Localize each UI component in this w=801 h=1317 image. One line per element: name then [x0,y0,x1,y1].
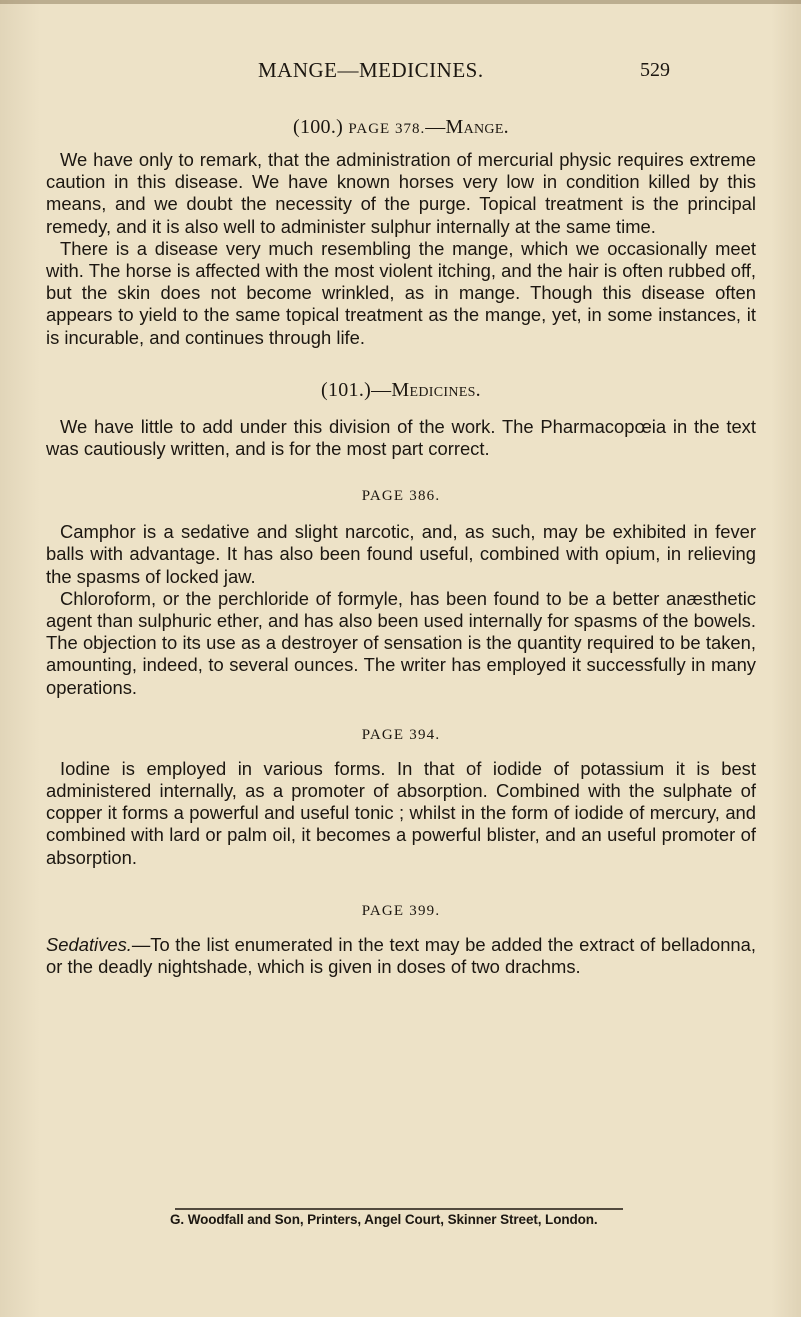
running-title: MANGE—MEDICINES. [258,58,484,82]
printer-imprint: G. Woodfall and Son, Printers, Angel Court, Skinner Street, London. [170,1212,598,1227]
page-top-edge [0,0,801,4]
page-content [46,112,756,978]
page-number: 529 [640,59,670,81]
section-title: —Medicines. [371,378,481,401]
paragraph: Iodine is employed in various forms. In that of iodide of potassium it is best administered internally, as a promoter of absorption. Combined with the sulphate of copper it forms a powerful and useful tonic ; whilst in the form of iodide of mercury, and combined with lard or palm oil, it becomes a powerful blister, and an useful promoter of absorption. [46,757,756,868]
section-heading-mange [46,116,756,139]
section-page-ref: PAGE 378. [348,121,426,137]
paragraph: Chloroform, or the perchloride of formyle, has been found to be a better anæsthetic agent than sulphuric ether, and has also been used internally for spasms of the bowels. The objection to its use as a destroyer of sensation is the quantity required to be taken, amounting, indeed, to several ounces. The writer has employed it successfully in many operations. [46,587,756,698]
section-number: (100.) [292,116,344,138]
paragraph-lead: Sedatives. [46,933,132,955]
paragraph-body: —To the list enumerated in the text may be added the extract of belladonna, or the deadly nightshade, which is given in doses of two drachms. [46,933,756,978]
section-title: —Mange. [425,116,509,138]
paragraph: Camphor is a sedative and slight narcotic, and, as such, may be exhibited in fever balls with advantage. It has also been found useful, combined with opium, in relieving the spasms of locked jaw. [46,521,756,587]
paragraph: There is a disease very much resembling the mange, which we occasionally meet with. The horse is affected with the most violent itching, and the hair is often rubbed off, but the skin does not become wrinkled, as in mange. Though this disease often appears to yield to the same topical treatment as the mange, yet, in some instances, it is incurable, and continues through life. [46,237,756,348]
section-heading-medicines [46,379,756,402]
running-head [0,58,801,86]
imprint-rule [175,1208,623,1210]
paragraph [46,934,756,978]
page-reference-386: PAGE 386. [361,488,441,505]
section-number: (101.) [321,378,372,401]
page-reference-399: PAGE 399. [361,902,441,919]
page-reference-394: PAGE 394. [361,726,441,743]
paragraph: We have little to add under this division of the work. The Pharmacopœia in the text was cautiously written, and is for the most part correct. [46,415,756,460]
paragraph: We have only to remark, that the administration of mercurial physic requires extreme caution in this disease. We have known horses very low in condition killed by this means, and we doubt the necessity of the purge. Topical treatment is the principal remedy, and it is also well to administer sulphur internally at the same time. [46,149,756,237]
